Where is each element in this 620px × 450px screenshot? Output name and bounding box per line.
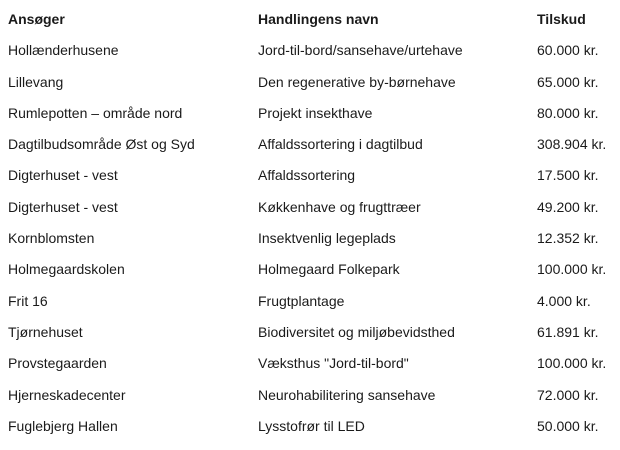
action-name-cell: Jord-til-bord/sansehave/urtehave bbox=[258, 42, 463, 59]
grant-amount-cell: 308.904 kr. bbox=[537, 136, 607, 153]
action-name-cell: Neurohabilitering sansehave bbox=[258, 386, 436, 403]
table-row bbox=[0, 35, 620, 66]
applicant-cell: Kornblomsten bbox=[8, 230, 95, 247]
table-row bbox=[0, 67, 620, 98]
applicant-cell: Frit 16 bbox=[8, 292, 48, 309]
grant-amount-cell: 65.000 kr. bbox=[537, 73, 599, 90]
grants-table-container bbox=[0, 4, 620, 450]
table-row bbox=[0, 380, 620, 411]
action-name-cell: Køkkenhave og frugttræer bbox=[258, 198, 421, 215]
applicant-cell: Dagtilbudsområde Øst og Syd bbox=[8, 136, 195, 153]
grant-amount-cell: 100.000 kr. bbox=[537, 355, 607, 372]
applicant-cell: Tjørnehuset bbox=[8, 323, 83, 340]
grant-amount-cell: 100.000 kr. bbox=[537, 261, 607, 278]
action-name-cell: Holmegaard Folkepark bbox=[258, 261, 400, 278]
action-name-cell: Væksthus "Jord-til-bord" bbox=[258, 355, 409, 372]
table-row bbox=[0, 348, 620, 379]
grant-amount-cell: 4.000 kr. bbox=[537, 292, 591, 309]
table-row bbox=[0, 160, 620, 191]
column-header-grant: Tilskud bbox=[537, 11, 586, 27]
table-row bbox=[0, 223, 620, 254]
grant-amount-cell: 49.200 kr. bbox=[537, 198, 599, 215]
table-row bbox=[0, 98, 620, 129]
applicant-cell: Hjerneskadecenter bbox=[8, 386, 126, 403]
grant-amount-cell: 61.891 kr. bbox=[537, 323, 599, 340]
table-row bbox=[0, 129, 620, 160]
applicant-cell: Digterhuset - vest bbox=[8, 167, 118, 184]
grant-amount-cell: 72.000 kr. bbox=[537, 386, 599, 403]
table-row bbox=[0, 254, 620, 285]
column-header-applicant: Ansøger bbox=[8, 11, 65, 27]
action-name-cell: Affaldssortering bbox=[258, 167, 356, 184]
grant-amount-cell: 60.000 kr. bbox=[537, 42, 599, 59]
grant-amount-cell: 12.352 kr. bbox=[537, 230, 599, 247]
action-name-cell: Frugtplantage bbox=[258, 292, 345, 309]
applicant-cell: Provstegaarden bbox=[8, 355, 107, 372]
column-header-action-name: Handlingens navn bbox=[258, 11, 379, 27]
applicant-cell: Hollænderhusene bbox=[8, 42, 119, 59]
action-name-cell: Den regenerative by-børnehave bbox=[258, 73, 456, 90]
action-name-cell: Lysstofrør til LED bbox=[258, 417, 365, 434]
grants-table bbox=[0, 4, 620, 442]
table-row bbox=[0, 192, 620, 223]
table-row bbox=[0, 317, 620, 348]
applicant-cell: Rumlepotten – område nord bbox=[8, 104, 183, 121]
table-header-row bbox=[0, 4, 620, 35]
action-name-cell: Insektvenlig legeplads bbox=[258, 230, 396, 247]
table-row bbox=[0, 286, 620, 317]
action-name-cell: Biodiversitet og miljøbevidsthed bbox=[258, 323, 455, 340]
grant-amount-cell: 17.500 kr. bbox=[537, 167, 599, 184]
grant-amount-cell: 80.000 kr. bbox=[537, 104, 599, 121]
applicant-cell: Lillevang bbox=[8, 73, 64, 90]
applicant-cell: Fuglebjerg Hallen bbox=[8, 417, 118, 434]
grant-amount-cell: 50.000 kr. bbox=[537, 417, 599, 434]
applicant-cell: Holmegaardskolen bbox=[8, 261, 125, 278]
action-name-cell: Projekt insekthave bbox=[258, 104, 373, 121]
action-name-cell: Affaldssortering i dagtilbud bbox=[258, 136, 423, 153]
applicant-cell: Digterhuset - vest bbox=[8, 198, 118, 215]
table-row bbox=[0, 411, 620, 442]
